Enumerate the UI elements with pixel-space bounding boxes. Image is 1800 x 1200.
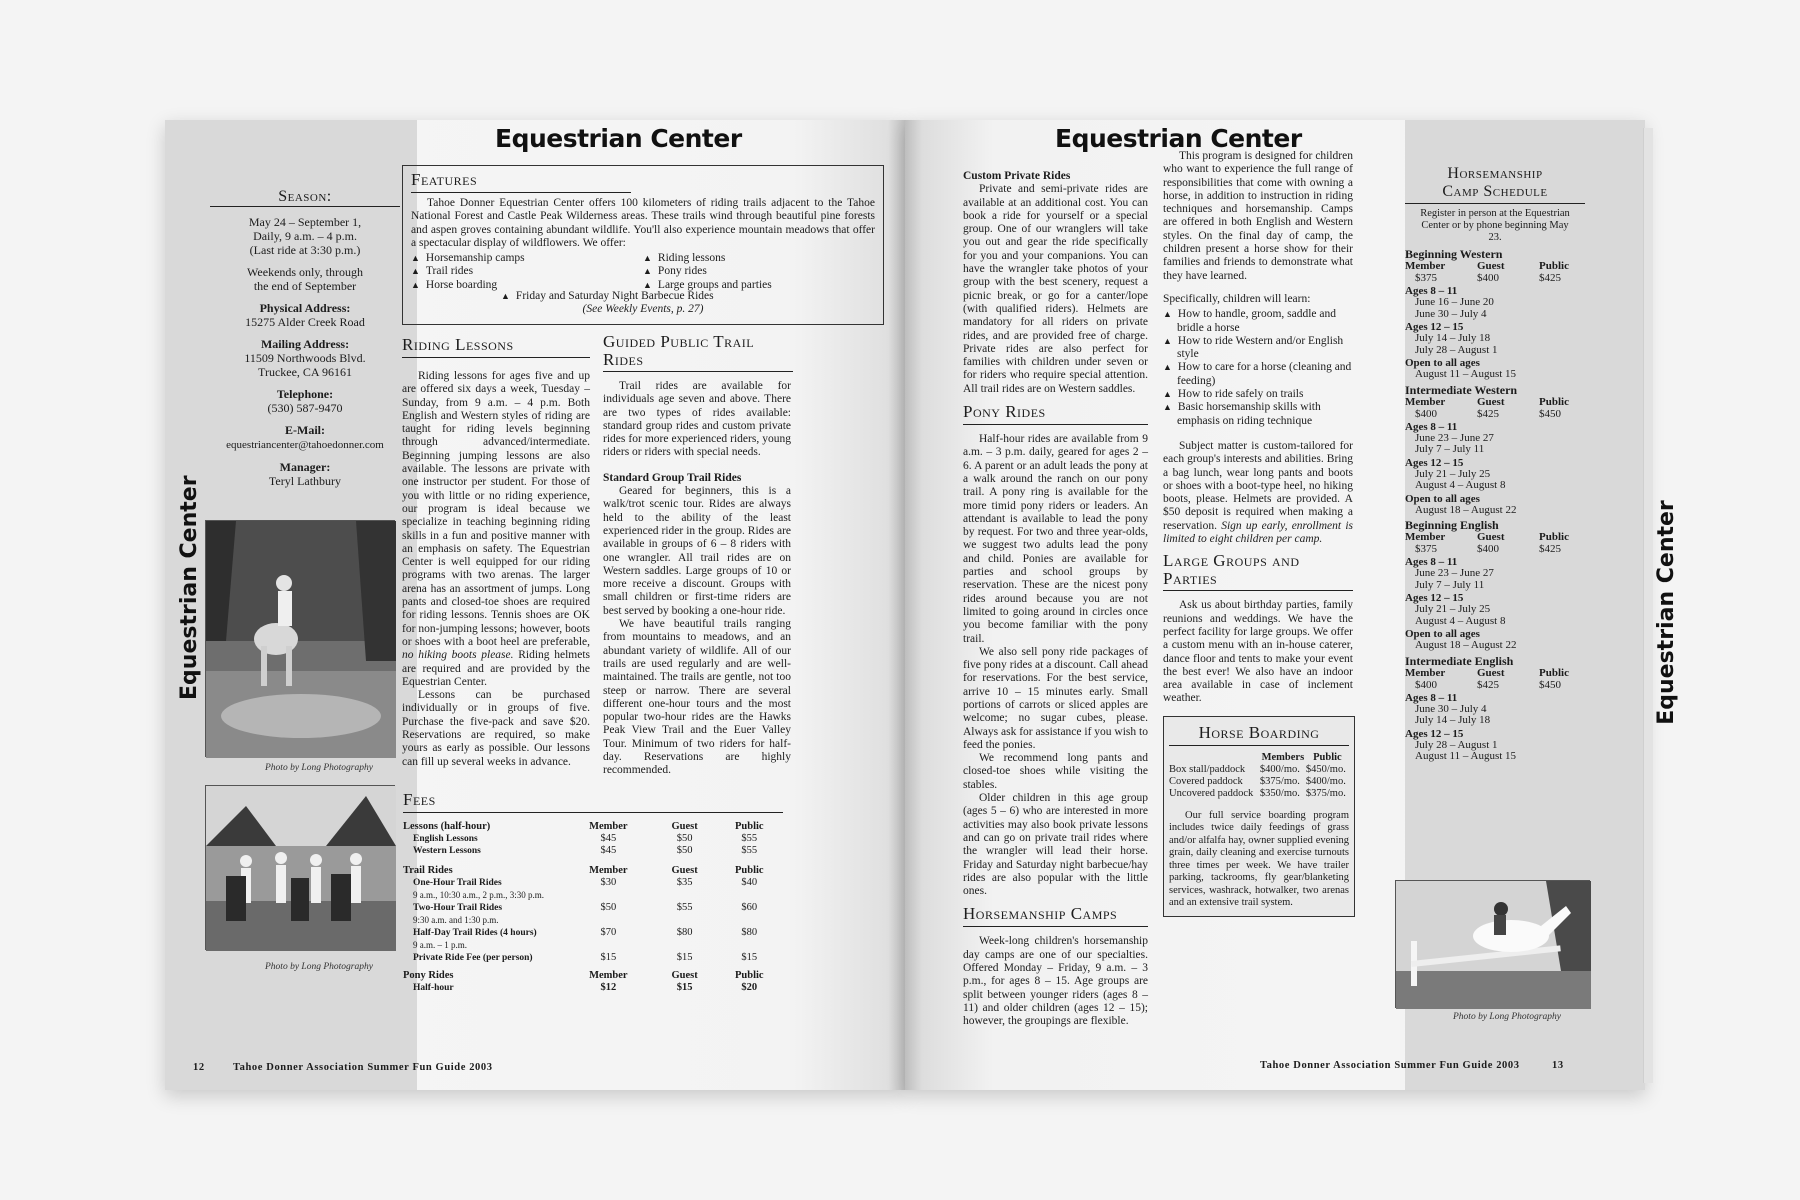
riding-lessons-section xyxy=(402,335,590,769)
fee-public: $55 xyxy=(741,833,758,844)
fee-guest: $55 xyxy=(676,902,693,913)
schedule-price-public: $425 xyxy=(1539,272,1561,284)
fee-public: $20 xyxy=(741,982,758,993)
fee-row-label: Western Lessons xyxy=(413,846,481,856)
guided-trail-heading: Guided Public Trail Rides xyxy=(603,333,793,372)
fee-row-times: 9 a.m., 10:30 a.m., 2 p.m., 3:30 p.m. xyxy=(413,890,544,900)
learn-item: ▲ How to ride Western and/or English style xyxy=(1163,335,1353,362)
schedule-group-name: Beginning English xyxy=(1405,518,1499,532)
magazine-spread xyxy=(150,120,1680,1090)
features-box xyxy=(402,165,884,325)
features-text: Tahoe Donner Equestrian Center offers 100 kilometers of riding trails adjacent to the Tahoe National Forest and Castle Peak Wilderness areas. These trails wind through beautiful pine forests and aspen groves containing abundant wildlife. You'll also experience mountain meadows that offer a spectacular display of wildflowers. We offer: xyxy=(411,197,875,249)
guided-trail-p1: Trail rides are available for individuals age seven and above. There are two types of rides available: standard group rides and custom private rides for more experienced riders, young riders or riders with special needs. xyxy=(603,380,791,459)
custom-private-heading: Custom Private Rides xyxy=(963,170,1071,182)
fee-public: $80 xyxy=(741,927,758,938)
feature-item: ▲ Trail rides xyxy=(411,265,643,278)
boarding-members: $350/mo. xyxy=(1259,787,1300,799)
mailing-address-label: Mailing Address: xyxy=(260,337,350,351)
physical-address-block xyxy=(210,301,400,329)
schedule-date: July 21 – July 25 xyxy=(1415,603,1491,615)
guided-trail-p3: We have beautiful trails ranging from mountains to meadows, and an abundant variety of wildlife. All of our trails are used regularly and are well-maintained. The trails are gentle, not too steep or narrow. There are several different one-hour tours and the most popular two-hour rides are the Hawks Peak View Trail and the Euer Valley Tour. Minimum of two riders for half-day. Reservations are highly recommended. xyxy=(603,618,791,777)
boarding-type: Box stall/paddock xyxy=(1169,763,1246,775)
horse-boarding-heading: Horse Boarding xyxy=(1169,723,1349,746)
schedule-price-member: $400 xyxy=(1415,678,1437,691)
table-row xyxy=(1169,776,1349,788)
manager-block xyxy=(210,460,400,488)
schedule-date: July 14 – July 18 xyxy=(1415,714,1491,726)
fee-guest: $15 xyxy=(676,982,693,993)
boarding-members: $400/mo. xyxy=(1259,763,1300,775)
schedule-group xyxy=(1405,655,1585,763)
table-row xyxy=(403,902,783,927)
schedule-date: June 16 – June 20 xyxy=(1415,296,1494,308)
schedule-col-public: Public xyxy=(1539,666,1569,679)
fees-col-guest: Guest xyxy=(671,970,698,981)
right-column-1 xyxy=(963,170,1148,1029)
schedule-age-label: Ages 8 – 11 xyxy=(1405,285,1458,297)
schedule-price-public: $425 xyxy=(1539,543,1561,555)
fees-col-public: Public xyxy=(734,821,764,832)
schedule-age-label: Ages 8 – 11 xyxy=(1405,556,1458,568)
learn-item: ▲ How to care for a horse (cleaning and feeding) xyxy=(1163,361,1353,388)
fees-table-pony xyxy=(403,970,783,994)
program-text: This program is designed for children who want to experience the full range of responsibilities that come with owning a horse, in addition to instruction in riding techniques and horsemanship. Camps are offered in both English and Western styles. On the final day of camp, the children present a horse show for their families and friends to demonstrate what they have learned. xyxy=(1163,150,1353,282)
right-page-title: Equestrian Center xyxy=(1055,124,1302,153)
group-photo-image xyxy=(206,786,396,951)
schedule-price-guest: $400 xyxy=(1477,272,1499,284)
schedule-date: August 11 – August 15 xyxy=(1415,750,1517,762)
fee-row-times: 9:30 a.m. and 1:30 p.m. xyxy=(413,915,499,925)
schedule-price-row xyxy=(1405,543,1585,555)
schedule-date: August 4 – August 8 xyxy=(1415,614,1506,627)
schedule-col-member: Member xyxy=(1405,260,1446,272)
schedule-col-public: Public xyxy=(1539,395,1569,408)
pony-rides-p4: Older children in this age group (ages 5 – 6) who are interested in more activities may also book private lessons and can go on private trail rides where the wrangler will lead their horse. Friday and Saturday night barbecue/hay rides are also popular with the little ones. xyxy=(963,792,1148,898)
horse-boarding-box xyxy=(1163,716,1355,917)
group-photo xyxy=(205,785,395,950)
schedule-price-member: $400 xyxy=(1415,407,1437,420)
fee-public: $60 xyxy=(741,902,758,913)
schedule-group xyxy=(1405,519,1585,652)
table-row xyxy=(403,845,783,857)
schedule-price-header xyxy=(1405,396,1585,408)
feature-item: ▲ Horse boarding xyxy=(411,279,643,292)
horse-rider-photo-image xyxy=(206,521,396,758)
manager-label: Manager: xyxy=(279,460,331,474)
left-vertical-title: Equestrian Center xyxy=(177,475,202,700)
feature-item-bbq: ▲ Friday and Saturday Night Barbecue Rides xyxy=(501,290,875,303)
fees-trail-name: Trail Rides xyxy=(403,865,453,876)
schedule-date: June 30 – July 4 xyxy=(1415,307,1487,320)
schedule-price-row xyxy=(1405,272,1585,284)
schedule-date: August 18 – August 22 xyxy=(1415,503,1517,516)
fees-col-member: Member xyxy=(589,970,628,981)
boarding-text: Our full service boarding program includes twice daily feedings of grass and/or alfalfa hay, owner supplied evening grain, daily cleaning and exercise turnouts three times per week. We have trailer parking, tackrooms, fly gear/blanketing services, washrack, hotwalker, two arenas and an extensive trail system. xyxy=(1169,809,1349,909)
fee-member: $45 xyxy=(600,833,617,844)
left-footer: Tahoe Donner Association Summer Fun Guide 2003 xyxy=(233,1062,493,1073)
learn-intro: Specifically, children will learn: xyxy=(1163,292,1311,305)
right-page-number: 13 xyxy=(1552,1060,1564,1071)
physical-address: 15275 Alder Creek Road xyxy=(245,315,365,329)
right-column-2 xyxy=(1163,150,1353,917)
email-block xyxy=(210,423,400,452)
fee-member: $15 xyxy=(600,952,617,963)
schedule-group-name: Intermediate English xyxy=(1405,653,1514,668)
left-page-title: Equestrian Center xyxy=(495,124,742,153)
fee-guest: $50 xyxy=(676,833,693,844)
mailing-address-1: 11509 Northwoods Blvd. xyxy=(244,351,366,365)
schedule-age-label: Ages 12 – 15 xyxy=(1405,727,1464,740)
jumping-horse-photo-image xyxy=(1396,881,1591,1009)
schedule-price-guest: $425 xyxy=(1477,678,1499,691)
schedule-col-public: Public xyxy=(1539,260,1569,272)
photo-caption-1: Photo by Long Photography xyxy=(265,763,373,773)
horsemanship-camps-heading: Horsemanship Camps xyxy=(963,904,1148,927)
schedule-age-label: Ages 8 – 11 xyxy=(1405,691,1458,704)
pony-rides-heading: Pony Rides xyxy=(963,402,1148,425)
table-row xyxy=(403,833,783,845)
camp-schedule-heading-2: Camp Schedule xyxy=(1405,183,1585,204)
schedule-date: June 23 – June 27 xyxy=(1415,431,1494,444)
table-row xyxy=(403,927,783,952)
camp-schedule-heading-1: Horsemanship xyxy=(1447,165,1543,182)
physical-address-label: Physical Address: xyxy=(259,301,351,315)
fee-member: $50 xyxy=(600,902,617,913)
fees-section xyxy=(403,790,783,994)
season-last-ride: (Last ride at 3:30 p.m.) xyxy=(249,243,361,257)
schedule-group-name: Intermediate Western xyxy=(1405,382,1518,397)
left-page-number: 12 xyxy=(193,1062,205,1073)
features-list xyxy=(411,252,875,292)
pony-rides-p3: We recommend long pants and closed-toe shoes while visiting the stables. xyxy=(963,752,1148,791)
weekends-block xyxy=(210,265,400,293)
telephone: (530) 587-9470 xyxy=(267,401,343,415)
guided-trail-p2: Geared for beginners, this is a walk/trot scenic tour. Rides are always held to the ability of the least experienced rider in the group. Rides are available in groups of 6 – 8 riders with one wrangler. All trail rides are on Western saddles. Large groups of 10 or more receive a discount. Groups with small children or first-time riders are best served by booking a one-hour ride. xyxy=(603,485,791,617)
schedule-price-member: $375 xyxy=(1415,543,1437,555)
schedule-price-row xyxy=(1405,679,1585,691)
register-note: Register in person at the Equestrian Center or by phone beginning May 23. xyxy=(1420,208,1570,243)
photo-caption-3: Photo by Long Photography xyxy=(1453,1012,1561,1022)
fee-member: $45 xyxy=(600,845,617,856)
page-edge xyxy=(1643,128,1653,1083)
schedule-date: July 21 – July 25 xyxy=(1415,467,1491,480)
guided-trail-section xyxy=(603,333,883,778)
schedule-price-guest: $400 xyxy=(1477,543,1499,555)
mailing-address-2: Truckee, CA 96161 xyxy=(258,365,352,379)
feature-item: ▲ Pony rides xyxy=(643,265,875,278)
schedule-age-label: Open to all ages xyxy=(1405,628,1480,640)
schedule-date: July 7 – July 11 xyxy=(1415,578,1485,591)
fee-public: $15 xyxy=(741,952,758,963)
fees-col-guest: Guest xyxy=(671,821,698,832)
horsemanship-camps-text: Week-long children's horsemanship day camps are one of our specialties. Offered Monday – Friday, 9 a.m. – 3 p.m., for ages 8 – 15. Age groups are split between younger riders (ages 8 – 11) and older children (ages 12 – 15); however, the groupings are flexible. xyxy=(963,935,1148,1028)
large-groups-text: Ask us about birthday parties, family reunions and weddings. We have the perfect facility for large groups. We offer a custom menu with an in-house caterer, dance floor and tents to make your event the best ever! We also have an indoor area available in case of inclement weather. xyxy=(1163,599,1353,705)
season-dates-block xyxy=(210,215,400,257)
schedule-price-header xyxy=(1405,531,1585,543)
schedule-age-label: Open to all ages xyxy=(1405,357,1480,369)
fee-guest: $80 xyxy=(676,927,693,938)
feature-item: ▲ Riding lessons xyxy=(643,252,875,265)
schedule-col-public: Public xyxy=(1539,531,1569,543)
schedule-groups xyxy=(1405,248,1585,763)
fee-guest: $50 xyxy=(676,845,693,856)
fee-member: $12 xyxy=(600,982,617,993)
schedule-date: July 28 – August 1 xyxy=(1415,343,1498,356)
features-see: (See Weekly Events, p. 27) xyxy=(582,303,704,316)
fees-lessons-name: Lessons (half-hour) xyxy=(403,821,491,832)
riding-lessons-heading: Riding Lessons xyxy=(402,335,590,358)
boarding-col-public: Public xyxy=(1313,751,1342,763)
program-p2-text: Subject matter is custom-tailored for each group's interests and abilities. Bring a bag lunch, wear long pants and boots or shoes with a boot-type heel, no hiking boots, please. Helmets are provided. A $50 deposit is required when making a reservation. xyxy=(1163,439,1353,532)
schedule-date: July 7 – July 11 xyxy=(1415,443,1485,455)
schedule-price-public: $450 xyxy=(1539,678,1561,691)
schedule-date: August 11 – August 15 xyxy=(1415,368,1517,380)
schedule-group xyxy=(1405,384,1585,517)
schedule-col-guest: Guest xyxy=(1477,260,1505,272)
learn-list xyxy=(1163,308,1353,428)
telephone-block xyxy=(210,387,400,415)
feature-item: ▲ Large groups and parties xyxy=(643,279,875,292)
program-p2-em: Sign up early, enrollment is limited to eight children per camp. xyxy=(1163,519,1353,546)
fee-row-label: Half-Day Trail Rides (4 hours) xyxy=(413,928,537,938)
learn-item: ▲ How to ride safely on trails xyxy=(1163,388,1353,401)
custom-private-text: Private and semi-private rides are available at an additional cost. You can book a ride for yourself or a special group. One of our wranglers will take you out and gear the ride specifically for you and your companions. You can have the wrangler take photos of your group with the best scenery, request a picnic break, or go for a canter/lope (with qualified riders). Helmets are mandatory for all riders on private rides, and are provided free of charge. Private rides are also perfect for families with children under seven or for riders who require special attention. All trail rides are on Western saddles. xyxy=(963,183,1148,395)
schedule-price-header xyxy=(1405,667,1585,679)
standard-group-heading: Standard Group Trail Rides xyxy=(603,471,742,484)
fee-row-label: Private Ride Fee (per person) xyxy=(413,953,533,963)
fees-col-member: Member xyxy=(589,865,628,876)
schedule-group xyxy=(1405,248,1585,381)
riding-lessons-p1 xyxy=(402,370,590,689)
fees-col-guest: Guest xyxy=(671,865,698,876)
schedule-price-guest: $425 xyxy=(1477,407,1499,420)
fee-member: $30 xyxy=(600,877,617,888)
season-info xyxy=(210,190,400,496)
riding-p1-text: Riding lessons for ages five and up are offered six days a week, Tuesday – Sunday, from 9 a.m. – 4 p.m. Both English and Western styles of riding are taught for riding levels beginning through advanced/intermediate. Beginning jumping lessons are also available. The lessons are private with one instructor per student. For those of you with little or no riding experience, our program is ideal because we specialize in teaching beginning riding skills in a fun and positive manner with an emphasis on safety. The Equestrian Center is well equipped for our riding programs with two arenas. The larger arena has an assortment of jumps. Long pants and closed-toe shoes are required for riding lessons. Tennis shoes are OK for non-jumping lessons; however, boots or shoes with a boot heel are preferable, xyxy=(402,370,590,648)
boarding-type: Covered paddock xyxy=(1169,775,1243,787)
large-groups-heading: Large Groups and Parties xyxy=(1163,552,1353,591)
table-row xyxy=(1169,764,1349,776)
schedule-col-guest: Guest xyxy=(1477,531,1505,543)
schedule-col-member: Member xyxy=(1405,531,1446,543)
boarding-type: Uncovered paddock xyxy=(1169,787,1254,799)
boarding-public: $450/mo. xyxy=(1305,763,1346,775)
table-row xyxy=(1169,788,1349,800)
learn-item: ▲ How to handle, groom, saddle and bridle a horse xyxy=(1163,308,1353,335)
fee-member: $70 xyxy=(600,927,617,938)
schedule-col-guest: Guest xyxy=(1477,666,1505,679)
boarding-public: $400/mo. xyxy=(1305,775,1346,787)
schedule-price-row xyxy=(1405,408,1585,420)
pony-rides-p1: Half-hour rides are available from 9 a.m. – 3 p.m. daily, geared for ages 2 – 6. A parent or an adult leads the pony at a walk around the ranch on our pony trail. A pony ring is available for the more timid pony riders or leaders. An attendant is available to lead the pony by request. For two and three year-olds, we suggest two adults lead the pony and child. Ponies are available for parties and school groups by reservation. These are the nicest pony rides around because you are not limited to going around in circles once you become familiar with the pony trail. xyxy=(963,433,1148,645)
fees-col-public: Public xyxy=(734,865,764,876)
schedule-price-member: $375 xyxy=(1415,272,1437,284)
weekends-2: the end of September xyxy=(253,279,357,293)
schedule-date: August 18 – August 22 xyxy=(1415,639,1517,651)
fees-col-public: Public xyxy=(734,970,764,981)
season-hours: Daily, 9 a.m. – 4 p.m. xyxy=(253,229,357,243)
boarding-table xyxy=(1169,752,1349,800)
schedule-price-public: $450 xyxy=(1539,407,1561,420)
features-list-right xyxy=(643,252,875,292)
learn-item: ▲ Basic horsemanship skills with emphasis on riding technique xyxy=(1163,401,1353,428)
schedule-age-label: Ages 8 – 11 xyxy=(1405,420,1458,433)
left-page xyxy=(165,120,905,1090)
fees-pony-name: Pony Rides xyxy=(403,970,454,981)
fees-heading: Fees xyxy=(403,790,783,813)
schedule-date: June 23 – June 27 xyxy=(1415,567,1494,579)
schedule-date: July 28 – August 1 xyxy=(1415,738,1498,751)
fee-guest: $15 xyxy=(676,952,693,963)
schedule-date: August 4 – August 8 xyxy=(1415,479,1506,491)
schedule-group-name: Beginning Western xyxy=(1405,247,1503,261)
fees-table-trail xyxy=(403,865,783,964)
pony-rides-p2: We also sell pony ride packages of five pony rides at a discount. Call ahead for reservations. For the best service, arrive 10 – 15 minutes early. Small portions of carrots or sliced apples are welcome; no sugar cubes, please. Always ask for assistance if you wish to feed the ponies. xyxy=(963,645,1148,751)
riding-p1-end: Riding helmets are required and are provided by the Equestrian Center. xyxy=(402,649,590,688)
schedule-age-label: Ages 12 – 15 xyxy=(1405,592,1464,604)
features-heading: Features xyxy=(411,170,631,193)
program-p2 xyxy=(1163,440,1353,546)
riding-lessons-p2: Lessons can be purchased individually or in groups of five. Purchase the five-pack and save $20. Reservations are required, so make yours as early as possible. Our lessons can fill up several weeks in advance. xyxy=(402,689,590,768)
photo-caption-2: Photo by Long Photography xyxy=(265,962,373,972)
camp-schedule xyxy=(1405,165,1585,763)
fee-guest: $35 xyxy=(676,877,693,888)
schedule-col-member: Member xyxy=(1405,395,1446,408)
boarding-members: $375/mo. xyxy=(1259,775,1300,787)
fees-pony-sub: Half-hour xyxy=(413,983,454,993)
telephone-label: Telephone: xyxy=(276,387,334,401)
manager: Teryl Lathbury xyxy=(268,474,342,488)
schedule-age-label: Open to all ages xyxy=(1405,492,1480,505)
schedule-age-label: Ages 12 – 15 xyxy=(1405,321,1464,333)
fee-row-times: 9 a.m. – 1 p.m. xyxy=(413,940,467,950)
table-row xyxy=(403,877,783,902)
fee-row-label: One-Hour Trail Rides xyxy=(413,878,502,888)
weekends-1: Weekends only, through xyxy=(247,265,363,279)
right-vertical-title: Equestrian Center xyxy=(1654,500,1680,725)
fee-row-label: English Lessons xyxy=(413,834,478,844)
features-list-left xyxy=(411,252,643,292)
schedule-date: June 30 – July 4 xyxy=(1415,702,1487,715)
season-dates: May 24 – September 1, xyxy=(248,215,362,229)
riding-p1-em: no hiking boots please. xyxy=(402,649,514,662)
email-label: E-Mail: xyxy=(285,423,325,437)
fee-public: $40 xyxy=(741,877,758,888)
mailing-address-block xyxy=(210,337,400,379)
email: equestriancenter@tahoedonner.com xyxy=(226,439,384,451)
boarding-public: $375/mo. xyxy=(1305,787,1346,799)
fees-col-member: Member xyxy=(589,821,628,832)
table-row xyxy=(403,952,783,964)
feature-item: ▲ Horsemanship camps xyxy=(411,252,643,265)
schedule-age-label: Ages 12 – 15 xyxy=(1405,456,1464,469)
schedule-price-header xyxy=(1405,260,1585,272)
jumping-horse-photo xyxy=(1395,880,1590,1008)
right-footer: Tahoe Donner Association Summer Fun Guide 2003 xyxy=(1260,1060,1520,1071)
fee-public: $55 xyxy=(741,845,758,856)
schedule-col-member: Member xyxy=(1405,666,1446,679)
right-page xyxy=(905,120,1680,1090)
fee-row-label: Two-Hour Trail Rides xyxy=(413,903,503,913)
schedule-col-guest: Guest xyxy=(1477,395,1505,408)
season-heading: Season: xyxy=(210,190,400,207)
schedule-date: July 14 – July 18 xyxy=(1415,332,1491,344)
horse-rider-photo xyxy=(205,520,395,757)
fees-table-lessons xyxy=(403,821,783,857)
boarding-col-members: Members xyxy=(1261,751,1305,763)
